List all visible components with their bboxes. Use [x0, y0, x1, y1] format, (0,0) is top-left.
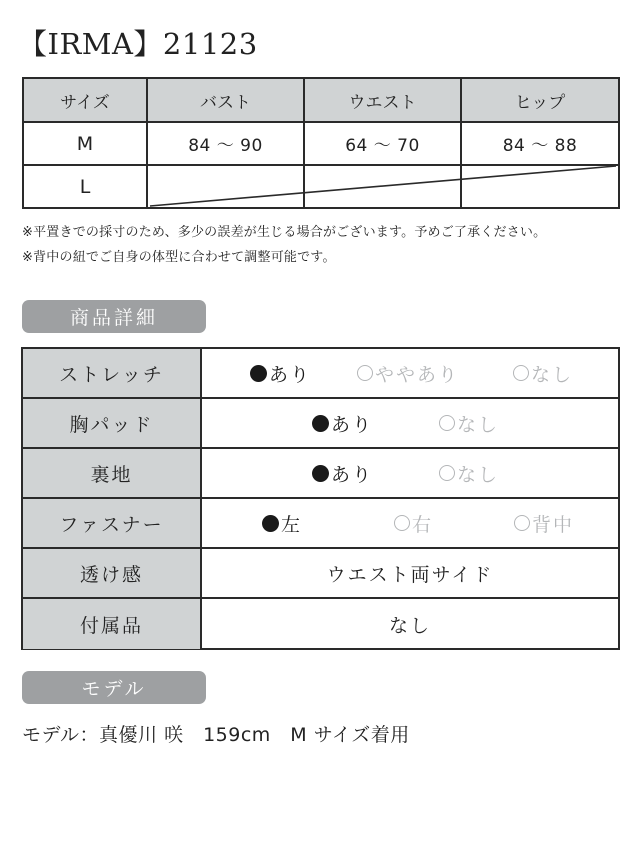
size-row-m [23, 122, 619, 165]
detail-label: ストレッチ [23, 349, 202, 397]
details-heading: 商品詳細 [22, 300, 206, 333]
detail-row-zipper [23, 499, 618, 549]
header-size: サイズ [23, 78, 147, 122]
detail-row-sheerness [23, 549, 618, 599]
model-heading: モデル [22, 671, 206, 704]
detail-label: 透け感 [23, 549, 202, 597]
empty-circle-icon [357, 365, 373, 381]
option-unselected: 背中 [514, 499, 574, 547]
adjustment-note: ※背中の紐でご自身の体型に合わせて調整可能です。 [22, 250, 336, 265]
detail-label: ファスナー [23, 499, 202, 547]
model-info: モデル：真優川 咲 159cm M サイズ着用 [22, 724, 410, 746]
measurement-note: ※平置きでの採寸のため、多少の誤差が生じる場合がございます。予めご了承ください。 [22, 225, 547, 240]
option-unselected: なし [513, 349, 573, 397]
filled-circle-icon [250, 365, 267, 382]
detail-value: ウエスト両サイド [326, 563, 494, 586]
waist-value [304, 165, 461, 208]
detail-label: 付属品 [23, 599, 202, 649]
detail-value: なし [388, 614, 431, 637]
option-unselected: なし [439, 449, 499, 497]
option-unselected: 右 [394, 499, 433, 547]
header-waist: ウエスト [304, 78, 461, 122]
header-hip: ヒップ [461, 78, 619, 122]
empty-circle-icon [439, 465, 455, 481]
empty-circle-icon [514, 515, 530, 531]
waist-value: 64 ～ 70 [304, 122, 461, 165]
bust-value: 84 ～ 90 [147, 122, 304, 165]
filled-circle-icon [312, 465, 329, 482]
product-title: 【IRMA】21123 [18, 27, 258, 61]
detail-row-accessories [23, 599, 618, 649]
empty-circle-icon [439, 415, 455, 431]
detail-row-stretch [23, 349, 618, 399]
option-selected: あり [250, 349, 311, 397]
detail-row-lining [23, 449, 618, 499]
size-table [22, 77, 620, 209]
option-selected: あり [312, 449, 373, 497]
empty-circle-icon [394, 515, 410, 531]
detail-label: 裏地 [23, 449, 202, 497]
option-selected: あり [312, 399, 373, 447]
option-selected: 左 [262, 499, 302, 547]
option-unselected: ややあり [357, 349, 459, 397]
hip-value: 84 ～ 88 [461, 122, 619, 165]
size-table-header-row [23, 78, 619, 122]
size-row-l [23, 165, 619, 208]
filled-circle-icon [262, 515, 279, 532]
detail-label: 胸パッド [23, 399, 202, 447]
detail-row-bust-pad [23, 399, 618, 449]
details-table [21, 347, 620, 650]
filled-circle-icon [312, 415, 329, 432]
header-bust: バスト [147, 78, 304, 122]
empty-circle-icon [513, 365, 529, 381]
hip-value [461, 165, 619, 208]
bust-value [147, 165, 304, 208]
option-unselected: なし [439, 399, 499, 447]
size-label: M [23, 122, 147, 165]
size-label: L [23, 165, 147, 208]
